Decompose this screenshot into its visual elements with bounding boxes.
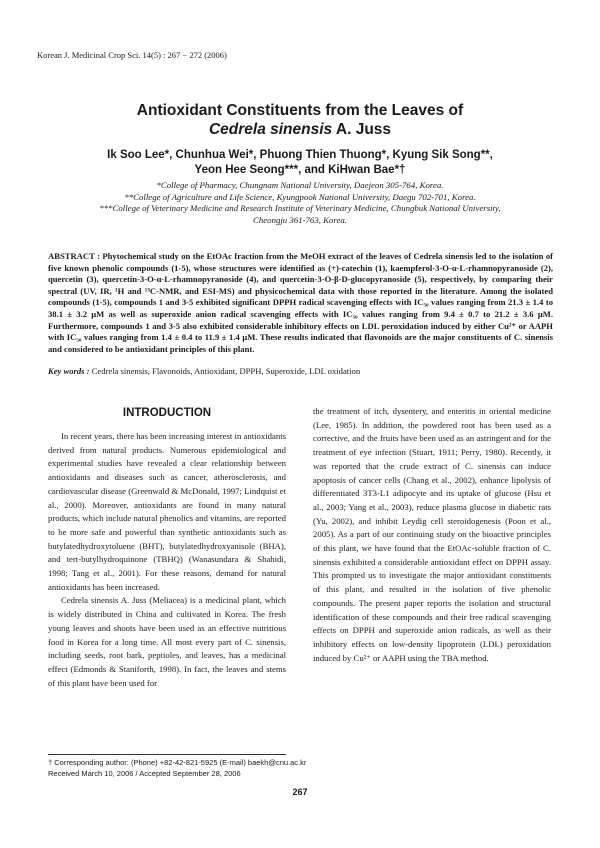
affiliation-3: ***College of Veterinary Medicine and Research Institute of Veterinary Medicine, Chungbuk National University, [99,203,501,213]
affiliation-4: Cheongju 361-763, Korea. [253,214,347,225]
author-list [0,148,600,178]
paragraph-2: Cedrela sinensis A. Juss (Meliacea) is a medicinal plant, which is widely distributed in China and cultivated in Korea. The fresh young leaves and shoots have been used as an effective nutritious food in Korea for a long time. All most every part of C. sinensis, including seeds, root bark, peptioles, and leaves, has a medicinal effect (Edmonds & Staniforth, 1998). In fact, the leaves and stems of this plant have been used for [48,595,286,688]
title-line-1: Antioxidant Constituents from the Leaves of [136,102,464,119]
section-heading-introduction: INTRODUCTION [122,407,212,419]
footnote-received: Received March 10, 2006 / Accepted September 28, 2006 [48,769,241,778]
page-number: 267 [292,787,308,797]
affiliation-1: *College of Pharmacy, Chungnam National University, Daejeon 305-764, Korea. [156,180,444,190]
affiliation-2: **College of Agriculture and Life Science, Kyungpook National University, Daegu 702-701, Korea. [124,191,476,202]
journal-citation: Korean J. Medicinal Crop Sci. 14(5) : 267 − 272 (2006) [37,50,227,60]
abstract-label: ABSTRACT : [48,251,103,261]
footnotes [48,757,306,779]
abstract [48,251,553,355]
affiliations [55,180,545,226]
abstract-text: Phytochemical study on the EtOAc fraction from the MeOH extract of the leaves of Cedrela sinensis led to the isolation of five known phenolic compounds (1-5), whose structures were identified as (+)-catechin (1), kaempferol-3-O-α-L-rhamnopyranoside (2), quercetin (3), quercetin-3-O-α-L-rhamnopyranoside (4), and quercetin-3-O-β-D-glucopyranoside (5), respectively, by comparing their spectral (UV, IR, ¹H and ¹³C-NMR, and ESI-MS) and physicochemical data with those reported in the literature. Among the isolated compounds (1-5), compounds 1 and 3-5 exhibited significant DPPH radical scavenging effects with IC₅₀ values ranging from 21.3 ± 1.4 to 38.1 ± 3.2 μM as well as superoxide anion radical scavenging effects with IC₅₀ values ranging from 9.4 ± 0.7 to 21.2 ± 3.6 μM. Furthermore, compounds 1 and 3-5 also exhibited considerable inhibitory effects on LDL peroxidation induced by either Cu²⁺ or AAPH with IC₅₀ values ranging from 1.4 ± 0.4 to 11.9 ± 1.4 μM. These results indicated that flavonoids are the major constituents of C. sinensis and considered to be antioxidant principles of this plant. [48,251,554,354]
authors-line-1: Ik Soo Lee*, Chunhua Wei*, Phuong Thien Thuong*, Kyung Sik Song**, [107,149,493,161]
authors-line-2: Yeon Hee Seong***, and KiHwan Bae*† [194,164,406,176]
title-authority: A. Juss [332,121,392,138]
title-line-2 [0,120,600,139]
paragraph-3: the treatment of itch, dysentery, and enteritis in oriental medicine (Lee, 1985). In addition, the powdered root has been used as a corrective, and the fruits have been used as an astringent and for the treatment of eye infection (Stuart, 1911; Perry, 1980). Recently, it was reported that the crude extract of C. sinensis can induce apoptosis of cancer cells (Chang et al., 2002), enhance lipolysis of differentiated 3T3-L1 adipocyte and its uptake of glucose (Hsu et al., 2003; Yang et al., 2003), reduce plasma glucose in diabetic rats (Yu, 2002), and inhibit Leydig cell steroidogenesis (Poon et al., 2005). As a part of our continuing study on the bioactive principles of this plant, we have found that the EtOAc-soluble fraction of C. sinensis exhibited a considerable antioxidant effect on DPPH assay. This prompted us to investigate the major antioxidant constituents of this plant, and resulted in the isolation of five phenolic compounds. The present paper reports the isolation and structural identification of these compounds and their free radical scavenging effects on DPPH and superoxide anion radicals, as well as their inhibitory effects on low-density lipoprotein (LDL) peroxidation induced by Cu²⁺ or AAPH using the TBA method. [313,406,551,663]
keywords-label: Key words : [48,366,92,376]
keywords-text: Cedrela sinensis, Flavonoids, Antioxidant, DPPH, Superoxide, LDL oxidation [91,366,361,376]
footnote-divider [48,754,286,755]
right-column [313,405,551,665]
keywords [48,366,553,376]
paper-title [0,101,600,139]
title-species: Cedrela sinensis [208,121,333,138]
left-column [48,430,286,690]
footnote-corresponding-author: † Corresponding author: (Phone) +82-42-821-5925 (E-mail) baekh@cnu.ac.kr [48,758,307,767]
paragraph-1: In recent years, there has been increasing interest in antioxidants derived from natural products. Numerous epidemiological and experimental studies have revealed a clear relationship between antioxidants and diseases such as cancer, atherosclerosis, and cardiovascular disease (Greenwald & McDonald, 1997; Lindquist et al., 2000). Moreover, antioxidants are found in many natural products, which include natural phenolics and vitamins, are reported to be more safe and powerful than synthetic antioxidants such as butylatedhydroxytoluene (BHT), butylatedhydroxyanisole (BHA), and tert-butylhydroquinone (TBHQ) (Wanasundara & Shahidi, 1998; Tang et al., 2001). For these reasons, demand for natural antioxidants has been increased. [48,431,286,592]
